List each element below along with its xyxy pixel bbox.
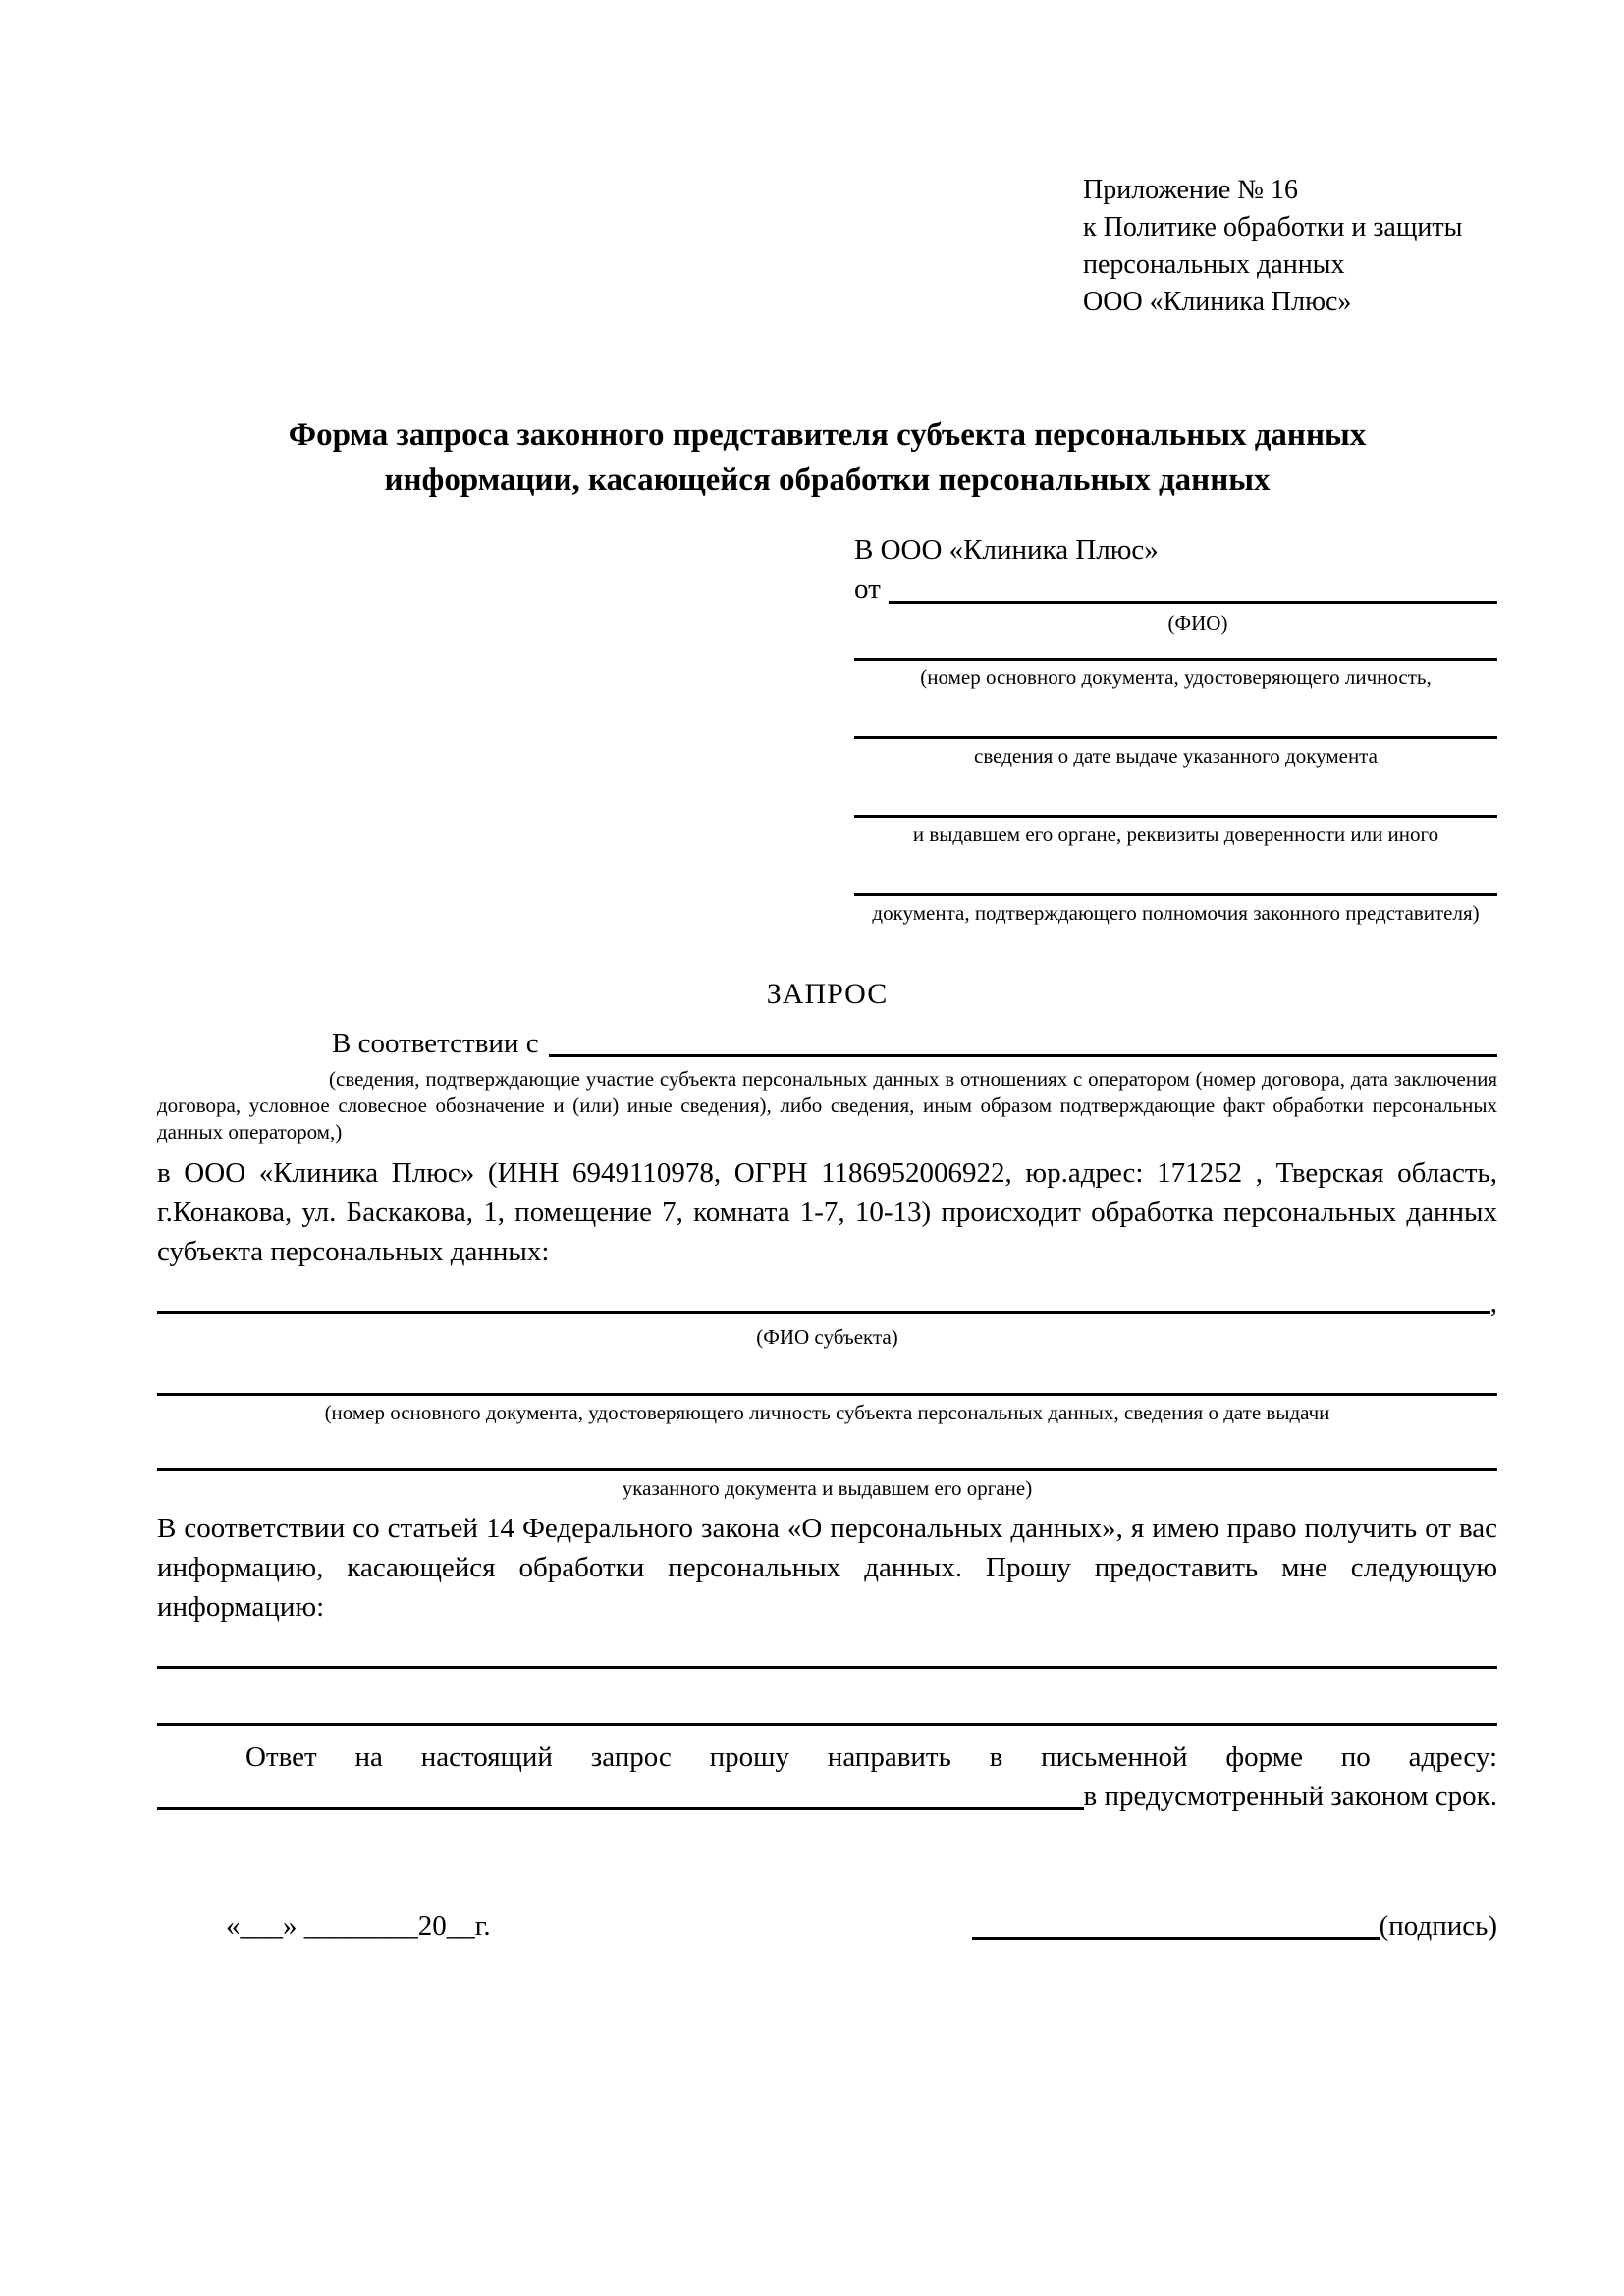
doc-blank-line-3 xyxy=(854,815,1497,818)
subject-doc-blank-line-1 xyxy=(157,1393,1497,1396)
form-title xyxy=(157,412,1497,503)
subject-fio-caption: (ФИО субъекта) xyxy=(756,1325,898,1349)
intro-blank-line xyxy=(549,1054,1497,1057)
info-blank-line-2 xyxy=(157,1723,1497,1726)
law-paragraph: В соответствии со статьей 14 Федерального закона «О персональных данных», я имею право получить от вас информацию, касающейся обработки персональных данных. Прошу предоставить мне следующую информацию: xyxy=(157,1513,1497,1623)
info-blank-line-1 xyxy=(157,1666,1497,1669)
doc-blank-line-1 xyxy=(854,658,1497,661)
signature-row xyxy=(157,1906,1497,1946)
doc-caption-4: документа, подтверждающего полномочия законного представителя) xyxy=(872,901,1480,925)
doc-blank-line-4 xyxy=(854,893,1497,896)
form-title-line-1: Форма запроса законного представителя субъекта персональных данных xyxy=(288,417,1367,453)
subject-line-comma: , xyxy=(1489,1288,1497,1319)
from-row xyxy=(854,569,1497,609)
appendix-line-1: Приложение № 16 xyxy=(1083,175,1298,205)
appendix-line-4: ООО «Клиника Плюс» xyxy=(1083,287,1352,317)
fio-blank-line xyxy=(889,601,1497,604)
subject-fio-row xyxy=(157,1287,1497,1320)
intro-label: В соответствии с xyxy=(332,1028,539,1059)
doc-caption-3: и выдавшем его органе, реквизиты доверенности или иного xyxy=(912,823,1439,846)
date-line: «___» ________20__г. xyxy=(226,1910,491,1942)
doc-blank-line-2 xyxy=(854,736,1497,739)
form-title-line-2: информации, касающейся обработки персональных данных xyxy=(384,462,1271,498)
from-label: от xyxy=(854,573,881,605)
doc-caption-2: сведения о дате выдаче указанного документа xyxy=(974,744,1378,768)
subject-doc-caption-2: указанного документа и выдавшем его органе) xyxy=(622,1476,1033,1500)
answer-intro: Ответ на настоящий запрос прошу направить в письменной форме по адресу: xyxy=(245,1741,1497,1773)
subject-doc-caption-1: (номер основного документа, удостоверяющего личность субъекта персональных данных, сведения о дате выдачи xyxy=(324,1401,1330,1424)
intro-row xyxy=(157,1024,1497,1063)
address-blank-line xyxy=(157,1807,1084,1810)
subject-fio-blank-line xyxy=(157,1311,1490,1314)
addressee-org: В ООО «Клиника Плюс» xyxy=(854,534,1159,565)
appendix-line-2: к Политике обработки и защиты xyxy=(1083,212,1463,242)
signature-group xyxy=(972,1906,1497,1946)
operator-paragraph: в ООО «Клиника Плюс» (ИНН 6949110978, ОГРН 1186952006922, юр.адрес: 171252 , Тверская область, г.Конакова, ул. Баскакова, 1, помещение 7, комната 1-7, 10-13) происходит обработка персональных данных субъекта персональных данных: xyxy=(157,1157,1497,1267)
signature-caption: (подпись) xyxy=(1379,1910,1497,1942)
subject-doc-blank-line-2 xyxy=(157,1468,1497,1471)
appendix-header xyxy=(1083,172,1497,321)
addressee-block xyxy=(854,530,1497,926)
fio-caption: (ФИО) xyxy=(1167,612,1228,635)
appendix-line-3: персональных данных xyxy=(1083,249,1345,280)
request-heading: ЗАПРОС xyxy=(766,978,889,1010)
answer-address-row xyxy=(157,1777,1497,1816)
answer-tail: в предусмотренный законом срок. xyxy=(1083,1781,1497,1812)
doc-caption-1: (номер основного документа, удостоверяющего личность, xyxy=(920,666,1432,689)
intro-caption: (сведения, подтверждающие участие субъекта персональных данных в отношениях с оператором (номер договора, дата заключения договора, условное словесное обозначение и (или) иные сведения), либо сведения, иным образом подтверждающие факт обработки персональных данных оператором,) xyxy=(157,1067,1497,1144)
signature-blank-line xyxy=(972,1937,1380,1940)
